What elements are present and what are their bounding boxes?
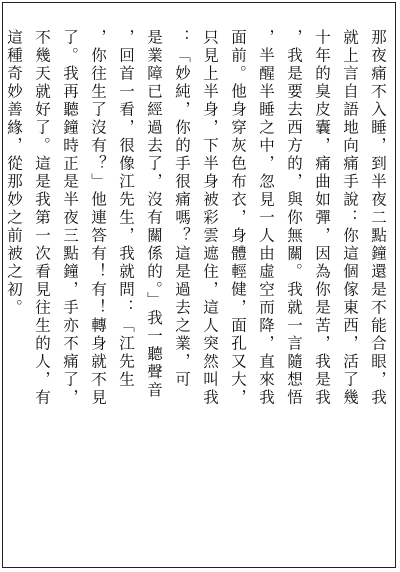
text-column-5: ，半醒半睡之中，忽見一人由虛空而降，直來我	[257, 29, 275, 407]
text-columns	[0, 29, 387, 559]
text-column-4: ，我是要去西方的，與你無關。我就一言隨想悟	[285, 29, 303, 407]
text-column-6: 面前。他身穿灰色布衣，身體輕健，面孔又大，	[229, 29, 247, 407]
text-column-9: 是業障已經過去了，沒有關係的。」我一聽聲音	[145, 29, 163, 400]
text-column-3: 十年的臭皮囊，痛曲如彈，因為你是苦，我是我	[313, 29, 331, 407]
text-column-2: 就上言自語地向痛手說：你這個傢東西，活了幾	[341, 29, 359, 407]
text-column-12: 了。我再聽鐘時正是半夜三點鐘，手亦不痛了，	[61, 29, 79, 407]
text-column-10: ，回首一看，很像江先生，我就問：「江先生	[117, 29, 135, 389]
text-column-13: 不幾天就好了。這是我第一次看見往生的人，有	[33, 29, 51, 407]
text-column-11: ，你往生了沒有？」他連答有！有！轉身就不見	[89, 29, 107, 407]
text-column-8: ：「妙純，你的手很痛嗎？這是過去之業，可	[173, 29, 191, 389]
document-page	[2, 2, 396, 568]
text-column-1: 那夜痛不入睡，到半夜二點鐘還是不能合眼，我	[369, 29, 387, 407]
text-column-14: 這種奇妙善緣，從那妙之前被之初。	[5, 29, 23, 317]
text-column-7: 只見上半身，下半身被彩雲遮住，這人突然叫我	[201, 29, 219, 407]
page-content	[5, 29, 391, 559]
